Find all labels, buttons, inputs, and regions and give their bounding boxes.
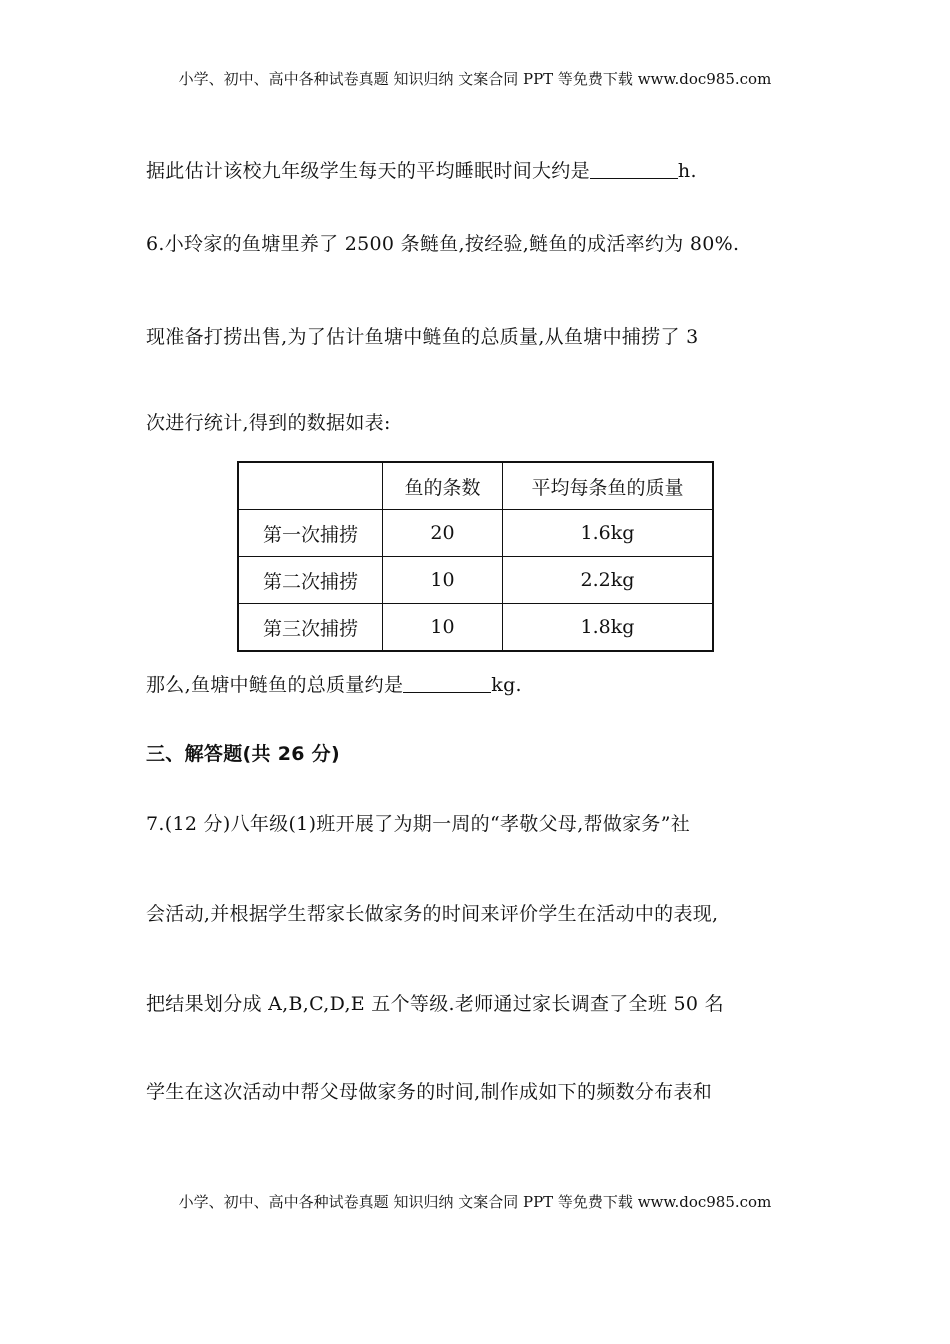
question-6-answer	[146, 670, 522, 697]
q6-answer-text: 那么,鱼塘中鲢鱼的总质量约是	[146, 674, 404, 696]
table-row	[238, 510, 713, 557]
question-7-line-4: 学生在这次活动中帮父母做家务的时间,制作成如下的频数分布表和	[146, 1081, 713, 1103]
question-6-line-3: 次进行统计,得到的数据如表:	[146, 412, 391, 434]
table-cell: 1.8kg	[503, 604, 714, 652]
question-7-line-1: 7.(12 分)八年级(1)班开展了为期一周的“孝敬父母,帮做家务”社	[146, 813, 691, 835]
q5-text: 据此估计该校九年级学生每天的平均睡眠时间大约是	[146, 160, 590, 182]
table-header-cell: 鱼的条数	[383, 462, 503, 510]
table-cell: 20	[383, 510, 503, 557]
page-footer: 小学、初中、高中各种试卷真题 知识归纳 文案合同 PPT 等免费下载 www.doc985.com	[178, 1193, 772, 1211]
fish-data-table	[237, 461, 714, 652]
answer-blank[interactable]	[590, 160, 678, 179]
table-header-cell: 平均每条鱼的质量	[503, 462, 714, 510]
table-cell: 10	[383, 557, 503, 604]
table-header-cell	[238, 462, 383, 510]
table-cell: 1.6kg	[503, 510, 714, 557]
question-5-tail	[146, 156, 697, 183]
table-row	[238, 604, 713, 652]
question-7-line-2: 会活动,并根据学生帮家长做家务的时间来评价学生在活动中的表现,	[146, 903, 719, 925]
answer-blank[interactable]	[403, 674, 491, 693]
table-cell: 第一次捕捞	[238, 510, 383, 557]
table-cell: 第二次捕捞	[238, 557, 383, 604]
table-row	[238, 557, 713, 604]
q6-answer-unit: kg.	[491, 674, 522, 696]
section-title: 三、解答题(共 26 分)	[146, 743, 340, 765]
question-6-line-1: 6.小玲家的鱼塘里养了 2500 条鲢鱼,按经验,鲢鱼的成活率约为 80%.	[146, 233, 740, 255]
table-cell: 10	[383, 604, 503, 652]
question-6-line-2: 现准备打捞出售,为了估计鱼塘中鲢鱼的总质量,从鱼塘中捕捞了 3	[146, 326, 699, 348]
table-cell: 2.2kg	[503, 557, 714, 604]
page-header: 小学、初中、高中各种试卷真题 知识归纳 文案合同 PPT 等免费下载 www.doc985.com	[178, 70, 772, 88]
q5-unit: h.	[677, 160, 697, 182]
table-header-row	[238, 462, 713, 510]
question-7-line-3: 把结果划分成 A,B,C,D,E 五个等级.老师通过家长调查了全班 50 名	[146, 993, 724, 1015]
table-cell: 第三次捕捞	[238, 604, 383, 652]
